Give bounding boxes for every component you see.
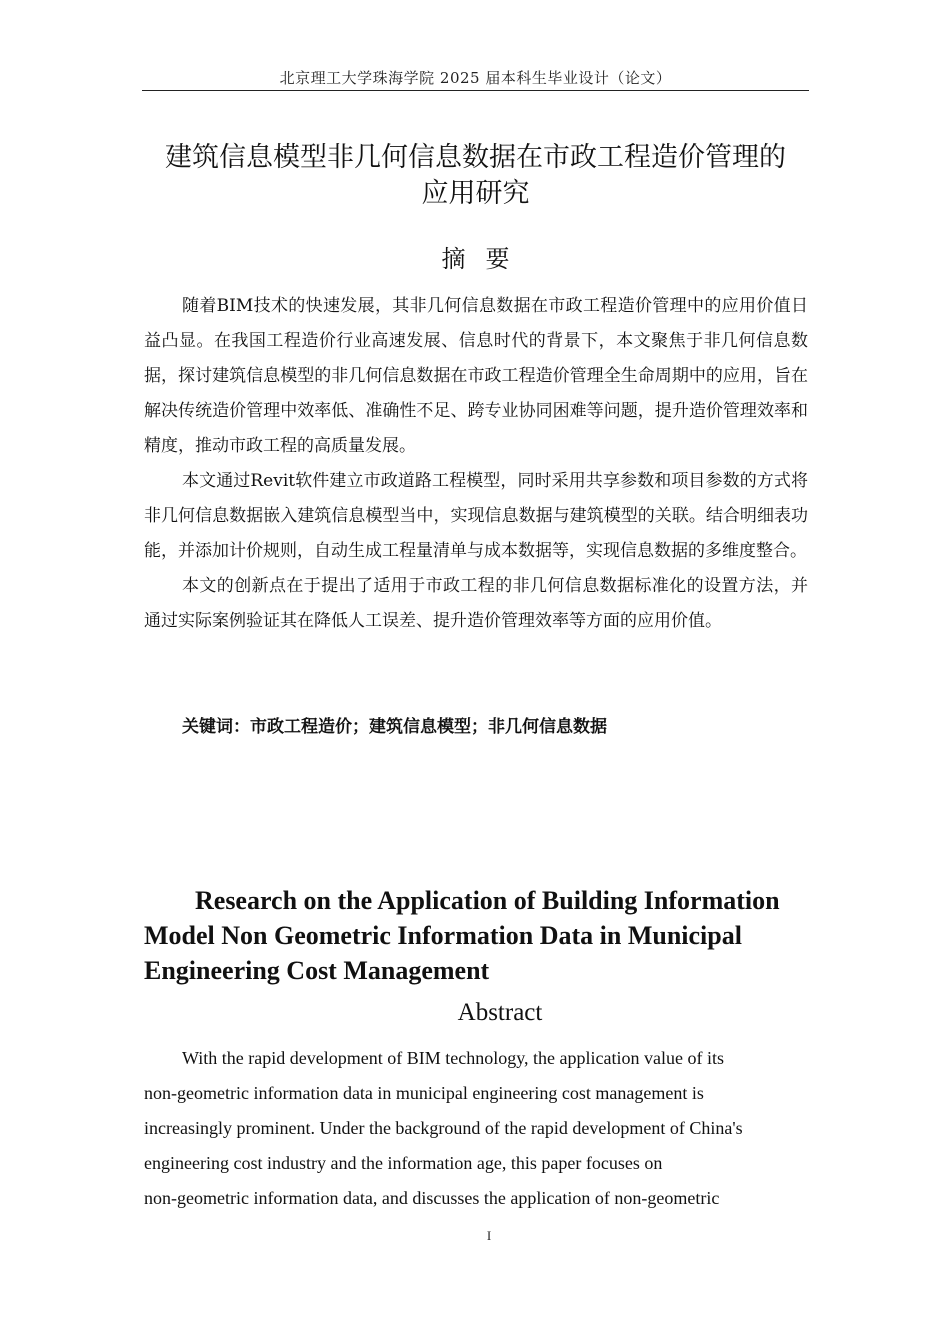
english-abstract-line: non-geometric information data in municipal engineering cost management is [144, 1083, 704, 1103]
chinese-title-line-1: 建筑信息模型非几何信息数据在市政工程造价管理的 [165, 142, 786, 173]
english-title-line-2: Model Non Geometric Information Data in Municipal [144, 921, 742, 950]
chinese-keywords: 关键词：市政工程造价；建筑信息模型；非几何信息数据 [182, 717, 607, 737]
chinese-abstract-paragraph-2: 本文通过Revit软件建立市政道路工程模型，同时采用共享参数和项目参数的方式将非几何信息数据嵌入建筑信息模型当中，实现信息数据与建筑模型的关联。结合明细表功能，并添加计价规则，自动生成工程量清单与成本数据等，实现信息数据的多维度整合。 [144, 471, 808, 561]
chinese-title-line-2: 应用研究 [421, 178, 530, 209]
english-title-line-3: Engineering Cost Management [144, 956, 490, 985]
running-header: 北京理工大学珠海学院 2025 届本科生毕业设计（论文） [142, 66, 809, 91]
english-abstract-body [144, 1041, 794, 1216]
english-abstract-heading: Abstract [457, 999, 543, 1026]
english-title-line-1: Research on the Application of Building Information [195, 886, 780, 915]
page-number: I [486, 1228, 492, 1243]
english-abstract-line: increasingly prominent. Under the background of the rapid development of China's [144, 1118, 743, 1138]
chinese-abstract-paragraph-3: 本文的创新点在于提出了适用于市政工程的非几何信息数据标准化的设置方法，并通过实际案例验证其在降低人工误差、提升造价管理效率等方面的应用价值。 [144, 576, 808, 631]
chinese-abstract-paragraph-1: 随着BIM技术的快速发展，其非几何信息数据在市政工程造价管理中的应用价值日益凸显。在我国工程造价行业高速发展、信息时代的背景下，本文聚焦于非几何信息数据，探讨建筑信息模型的非几何信息数据在市政工程造价管理全生命周期中的应用，旨在解决传统造价管理中效率低、准确性不足、跨专业协同困难等问题，提升造价管理效率和精度，推动市政工程的高质量发展。 [144, 296, 808, 456]
english-abstract-line: engineering cost industry and the information age, this paper focuses on [144, 1153, 663, 1173]
english-abstract-line: With the rapid development of BIM technology, the application value of its [182, 1048, 724, 1068]
chinese-abstract-body [144, 289, 808, 639]
english-abstract-line: non-geometric information data, and discusses the application of non-geometric [144, 1188, 720, 1208]
chinese-title [142, 140, 809, 212]
chinese-abstract-heading: 摘要 [441, 245, 530, 273]
english-title [144, 883, 808, 988]
